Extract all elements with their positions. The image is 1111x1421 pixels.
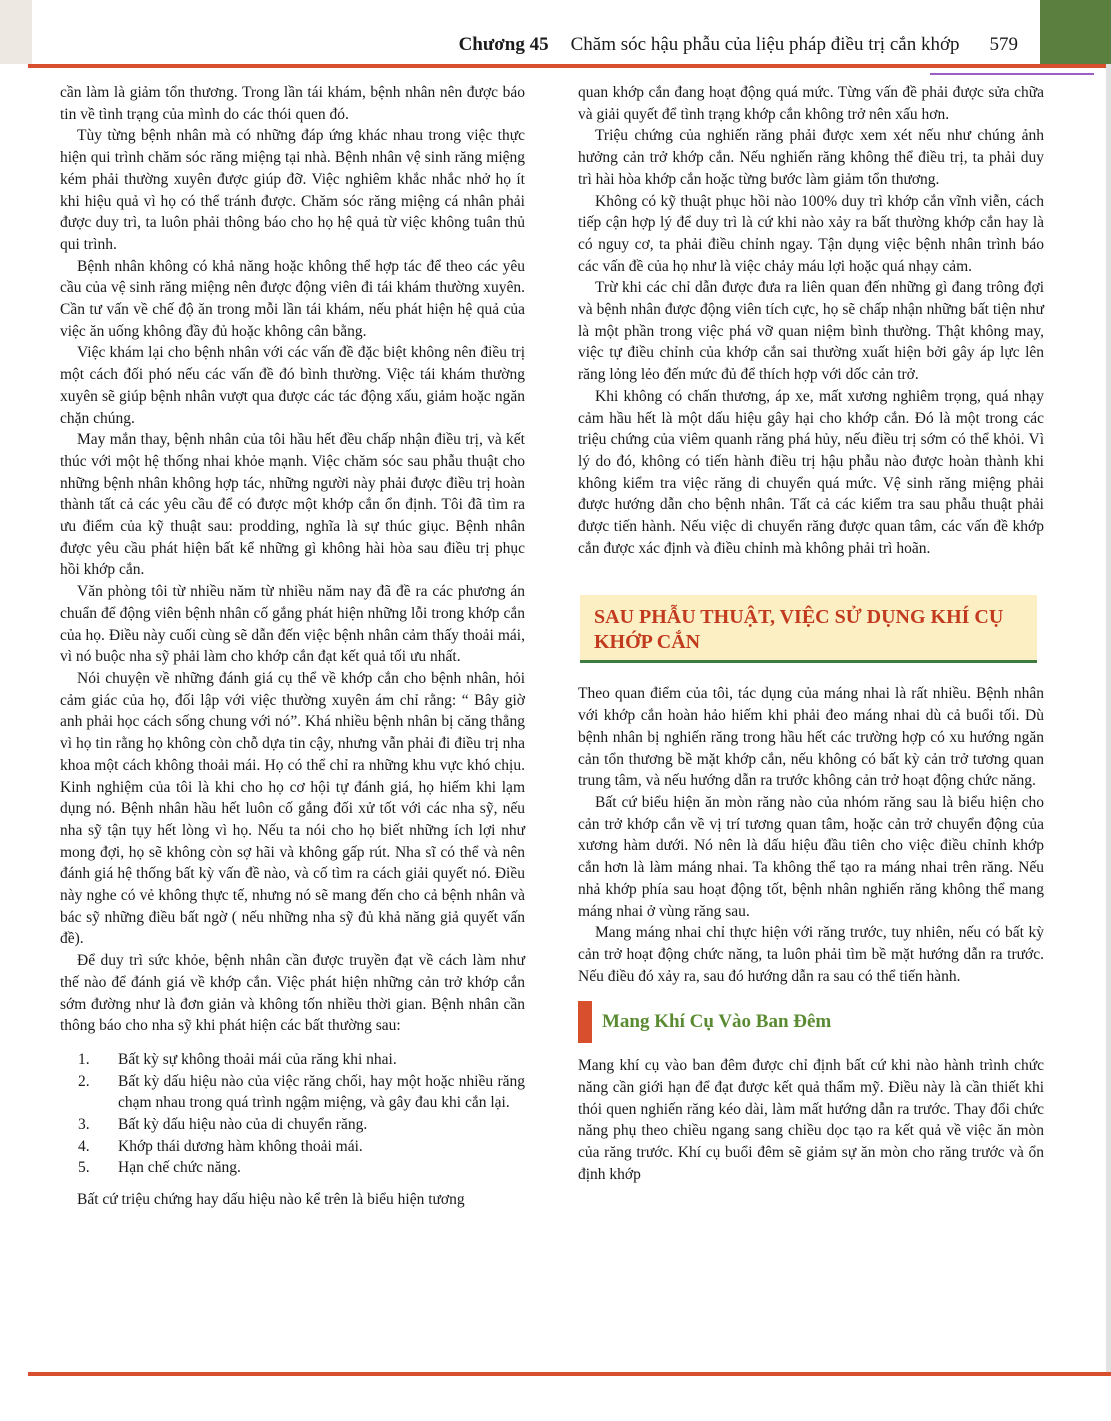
list-item [60, 1049, 525, 1071]
chapter-title: Chăm sóc hậu phẫu của liệu pháp điều trị cắn khớp [570, 34, 960, 55]
paragraph: cần làm là giảm tổn thương. Trong lần tái khám, bệnh nhân nên được báo tin về tình trạng của mình do các thói quen đó. [60, 84, 525, 123]
list-item [60, 1071, 525, 1114]
paragraph: Mang khí cụ vào ban đêm được chỉ định bất cứ khi nào hành trình chức năng cần giới hạn để đạt được kết quả thẩm mỹ. Điều này là cần thiết khi thói quen nghiến răng kéo dài, làm mất hướng dẫn ra trước. Thay đổi chức năng phụ theo chiều ngang sang chiều dọc tạo ra kết quả về việc ăn mòn của răng trước. Khí cụ buổi đêm sẽ giảm sự ăn mòn cho răng trước và ổn định khớp [578, 1057, 1044, 1183]
list-text: Bất kỳ dấu hiệu nào của di chuyển răng. [118, 1116, 368, 1134]
paragraph: Theo quan điểm của tôi, tác dụng của máng nhai là rất nhiều. Bệnh nhân với khớp cắn hoàn hảo hiếm khi phải đeo máng nhai dù cả buổi tối. Dù bệnh nhân bị nghiến răng trong hầu hết các trường hợp có xu hướng ngăn cản tổn thương bề mặt khớp cắn, nếu không có bất kỳ cản trở tương quan trung tâm, và nếu hướng dẫn ra trước không cản trở hoạt động chức năng. [578, 685, 1044, 790]
spacer [578, 559, 1044, 583]
list-number: 5. [78, 1159, 90, 1177]
paragraph: Bất cứ biểu hiện ăn mòn răng nào của nhóm răng sau là biểu hiện cho cản trở khớp cắn về vị trí tương quan tâm, hoặc cản trở chuyển động của xương hàm dưới. Nó nên là dấu hiệu đầu tiên cho việc điều chỉnh khớp cắn hơn là làm máng nhai. Ta không thể tạo ra máng nhai trên răng. Nếu nhả khớp phía sau hoạt động tốt, bệnh nhân nghiến răng không thể mang máng nhai ở vùng răng sau. [578, 793, 1044, 920]
header-accent-rule [930, 73, 1094, 75]
chapter-number: Chương 45 [458, 34, 549, 55]
list-number: 2. [78, 1072, 90, 1090]
running-header [0, 34, 1030, 62]
paragraph: Trừ khi các chỉ dẫn được đưa ra liên quan đến những gì đang trông đợi và bệnh nhân được động viên tích cực, họ sẽ chấp nhận những bất tiện như là một phần trong việc phá vỡ quan niệm bình thường. Thật không may, việc tự điều chỉnh của khớp cắn sai thường xuất hiện bởi gây áp lực lên răng lỏng lẻo đến mức đủ để thích hợp với dốc cản trở. [578, 279, 1044, 384]
subheading-label: Mang Khí Cụ Vào Ban Đêm [602, 1011, 832, 1033]
paragraph: Khi không có chấn thương, áp xe, mất xương nghiêm trọng, quá nhạy cảm hầu hết là một dấu hiệu gây hại cho khớp cắn. Đó là một trong các triệu chứng của viêm quanh răng phá hủy, nếu điều trị sớm có thể khỏi. Vì lý do đó, không có tiến hành điều trị hậu phẫu nào được hoàn thành khi không kiểm tra việc răng di chuyển quá mức. Vệ sinh răng miệng phải được hướng dẫn cho bệnh nhân. Tất cả các kiểm tra sau phẫu thuật phải được tiến hành. Nếu việc di chuyển răng được quan tâm, các vấn đề khớp cắn được xác định và điều chỉnh mà không phải trì hoãn. [578, 387, 1044, 557]
list-text: Bất kỳ dấu hiệu nào của việc răng chối, hay một hoặc nhiều răng chạm nhau trong quá trình ngậm miệng, và gây đau khi cắn lại. [118, 1072, 525, 1112]
list-number: 1. [78, 1050, 90, 1068]
list-text: Hạn chế chức năng. [118, 1159, 241, 1177]
page-edge [1106, 64, 1111, 1374]
list-number: 4. [78, 1137, 90, 1155]
spacer [578, 663, 1044, 683]
list-item [60, 1114, 525, 1136]
paragraph: quan khớp cắn đang hoạt động quá mức. Từng vấn đề phải được sửa chữa và giải quyết để tình trạng khớp cắn không trở nên xấu hơn. [578, 84, 1044, 123]
list-item [60, 1136, 525, 1158]
paragraph: Nói chuyện về những đánh giá cụ thể về khớp cắn cho bệnh nhân, hỏi cảm giác của họ, đối lập với việc thường xuyên ám chỉ rằng: “ Bây giờ anh phải học cách sống chung với nó”. Khá nhiều bệnh nhân bị căng thẳng vì họ tin rằng họ không còn chỗ dựa tin cậy, nhưng vẫn phải đi điều trị nha khoa một cách không thoải mái. Họ có thể chỉ ra những khu vực khó chịu. Kinh nghiệm của tôi là khi cho họ cơ hội tự đánh giá, họ hiếm khi lạm dụng nó. Bệnh nhân hầu hết luôn cố gắng đối xử tốt với các nha sỹ, nếu nha sỹ tận tụy hết lòng vì họ. Nếu ta nói cho họ biết những ích lợi như mong đợi, họ sẽ không còn sợ hãi và không gấp rút. Nha sĩ có thể và nên đánh giá hệ thống bất kỳ vấn đề nào, và cố tìm ra cách giải quyết nó. Điều này nghe có vẻ không thực tế, nhưng nó sẽ mang đến cho cả bệnh nhân và bác sỹ những điều bất ngờ ( nếu những nha sỹ đủ khả năng giả quyết vấn đề). [60, 669, 525, 948]
paragraph: Mang máng nhai chỉ thực hiện với răng trước, tuy nhiên, nếu có bất kỳ cản trở hoạt động chức năng, ta luôn phải tìm bề mặt hướng dẫn ra trước. Nếu điều đó xảy ra, sau đó hướng dẫn ra sau có thể tiến hành. [578, 924, 1044, 985]
chapter-tab [1040, 0, 1111, 64]
paragraph: May mắn thay, bệnh nhân của tôi hầu hết đều chấp nhận điều trị, và kết thúc với một hệ thống nhai khỏe mạnh. Việc chăm sóc sau phẫu thuật cho những bệnh nhân không hợp tác, những người này phải được điều trị hoàn thành tất cả các yêu cầu để có được một khớp cắn ổn định. Tôi đã tìm ra ưu điểm của kỹ thuật sau: prodding, nghĩa là sự thúc giục. Bệnh nhân được yêu cầu phát hiện bất kể những gì không hài hòa sau điều trị phục hồi khớp cắn. [60, 431, 525, 579]
section-heading: SAU PHẪU THUẬT, VIỆC SỬ DỤNG KHÍ CỤ KHỚP CẮN [580, 595, 1037, 663]
paragraph: Không có kỹ thuật phục hồi nào 100% duy trì khớp cắn vĩnh viễn, cách tiếp cận hợp lý để duy trì là cứ khi nào xảy ra bất thường khớp cắn hay là có nguy cơ, ta phải điều chỉnh ngay. Tận dụng việc bệnh nhân trình báo các vấn đề của họ như là việc chảy máu lợi hoặc quá nhạy cảm. [578, 192, 1044, 275]
list-text: Bất kỳ sự không thoải mái của răng khi nhai. [118, 1050, 397, 1068]
subheading [578, 1001, 1044, 1043]
subheading-bar [578, 1001, 592, 1043]
list-number: 3. [78, 1116, 90, 1134]
symptom-list [60, 1049, 525, 1179]
header-rule [28, 64, 1111, 68]
footer-rule [28, 1372, 1111, 1376]
list-item [60, 1157, 525, 1179]
paragraph: Bệnh nhân không có khả năng hoặc không thể hợp tác để theo các yêu cầu của vệ sinh răng miệng nên được động viên đi tái khám thường xuyên. Cần tư vấn về chế độ ăn trong mỗi lần tái khám, nếu phát hiện hệ quả của việc ăn uống không đầy đủ hoặc không cân bằng. [60, 257, 525, 340]
right-column [578, 82, 1044, 1186]
list-text: Khớp thái dương hàm không thoải mái. [118, 1137, 363, 1155]
paragraph: Để duy trì sức khỏe, bệnh nhân cần được truyền đạt về cách làm như thế nào để đánh giá về khớp cắn. Việc phát hiện những cản trở khớp cắn sớm đường như là đơn giản và không tốn nhiều thời gian. Bệnh nhân cần thông báo cho nha sỹ khi phát hiện các bất thường sau: [60, 952, 525, 1035]
left-column [60, 82, 525, 1211]
paragraph: Việc khám lại cho bệnh nhân với các vấn đề đặc biệt không nên điều trị một cách đối phó nếu các vấn đề đó bình thường. Việc tái khám thường xuyên sẽ giúp bệnh nhân vượt qua được các tác động xấu, giảm hoặc ngăn chặn chúng. [60, 344, 525, 427]
paragraph: Bất cứ triệu chứng hay dấu hiệu nào kể trên là biểu hiện tương [77, 1191, 465, 1209]
page-number: 579 [989, 34, 1018, 55]
paragraph: Triệu chứng của nghiến răng phải được xem xét nếu như chúng ảnh hưởng cản trở khớp cắn. Nếu nghiến răng không thể điều trị, ta phải duy trì hài hòa khớp cắn hoặc từng bước làm giảm tổn thương. [578, 127, 1044, 188]
paragraph: Văn phòng tôi từ nhiều năm từ nhiều năm nay đã đề ra các phương án chuẩn để động viên bệnh nhân cố gắng phát hiện những lỗi trong khớp cắn của họ. Điều này cuối cùng sẽ dẫn đến việc bệnh nhân cảm thấy thoải mái, vì nó buộc nha sỹ phải làm cho khớp cắn đạt kết quả tối ưu nhất. [60, 583, 525, 666]
paragraph: Tùy từng bệnh nhân mà có những đáp ứng khác nhau trong việc thực hiện qui trình chăm sóc răng miệng tại nhà. Bệnh nhân vệ sinh răng miệng kém phải thường xuyên được giúp đỡ. Việc nghiêm khắc nhắc nhở họ ít khi hiệu quả vì họ có thể tránh được. Chăm sóc răng miệng cá nhân phải được duy trì, ta luôn phải thông báo cho họ hệ quả từ việc không tuân thủ qui trình. [60, 127, 525, 253]
